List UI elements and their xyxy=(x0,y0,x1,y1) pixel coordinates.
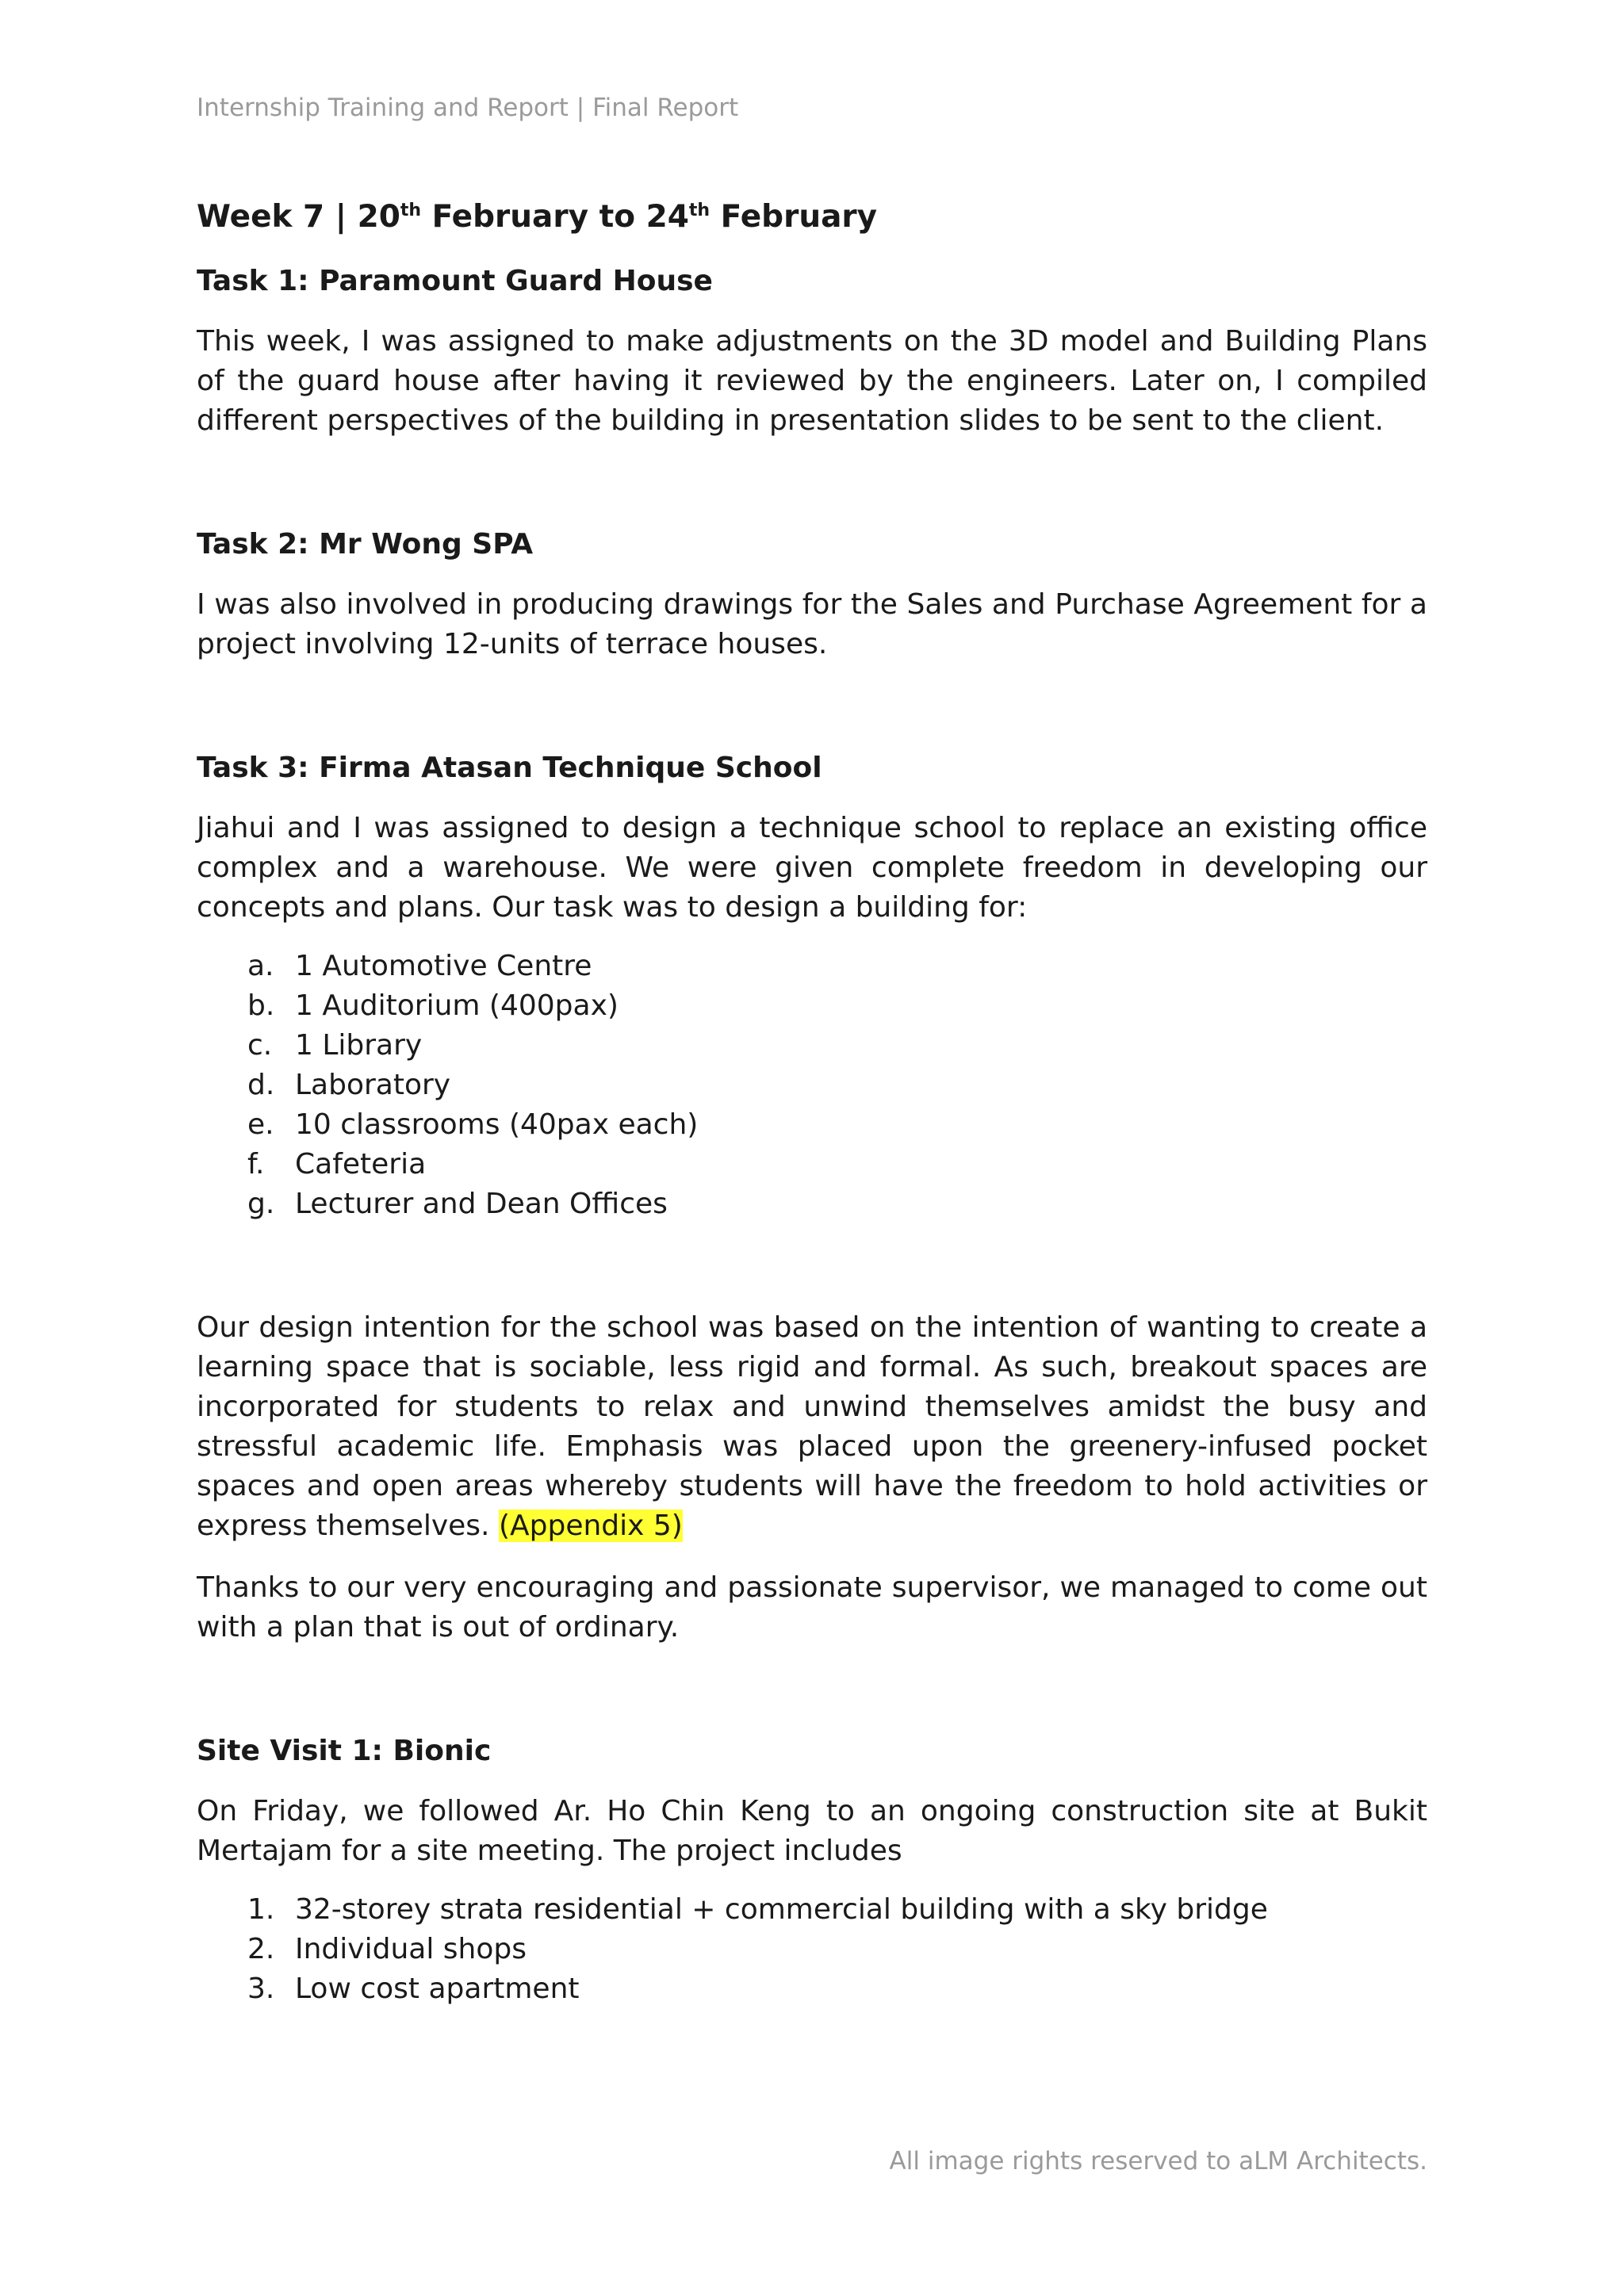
image-rights-footer: All image rights reserved to aLM Architects. xyxy=(889,2147,1427,2175)
site-visit-project-list xyxy=(197,1890,1427,2009)
list-item-text: Cafeteria xyxy=(295,1148,427,1181)
appendix-reference-highlight: (Appendix 5) xyxy=(498,1510,683,1542)
list-marker: d. xyxy=(247,1069,275,1101)
site-visit-title: Site Visit 1: Bionic xyxy=(197,1735,492,1767)
list-item-text: 1 Library xyxy=(295,1029,423,1062)
week-title-sup-2: th xyxy=(688,201,710,220)
week-title-sup-1: th xyxy=(400,201,422,220)
design-intention-text: Our design intention for the school was based on the intention of wanting to create a learning space that is sociable, less rigid and formal. As such, breakout spaces are incorporated for students to relax and unwind themselves amidst the busy and stressful academic life. Emphasis was placed upon the greenery-infused pocket spaces and open areas whereby students will have the freedom to hold activities or express themselves. xyxy=(197,1311,1427,1542)
list-item xyxy=(197,1026,1427,1066)
list-marker: b. xyxy=(247,989,275,1022)
list-item xyxy=(197,1930,1427,1969)
list-marker: 2. xyxy=(247,1933,275,1965)
list-marker: a. xyxy=(247,950,274,982)
task-3-title: Task 3: Firma Atasan Technique School xyxy=(197,752,822,784)
running-header: Internship Training and Report | Final Report xyxy=(197,94,739,122)
list-marker: c. xyxy=(247,1029,273,1062)
list-item-text: Individual shops xyxy=(295,1933,527,1965)
list-item xyxy=(197,1105,1427,1145)
list-item xyxy=(197,1890,1427,1930)
week-title-middle: February to 24 xyxy=(421,199,689,235)
task-1-title: Task 1: Paramount Guard House xyxy=(197,265,713,297)
week-title-suffix: February xyxy=(710,199,878,235)
site-visit-intro: On Friday, we followed Ar. Ho Chin Keng to an ongoing construction site at Bukit Mertajam for a site meeting. The project includes xyxy=(197,1795,1427,1867)
list-marker: g. xyxy=(247,1188,275,1220)
task-2-body: I was also involved in producing drawings for the Sales and Purchase Agreement for a project involving 12-units of terrace houses. xyxy=(197,588,1427,660)
task-3-intro: Jiahui and I was assigned to design a technique school to replace an existing office complex and a warehouse. We were given complete freedom in developing our concepts and plans. Our task was to design a building for: xyxy=(197,812,1427,924)
list-item-text: 1 Automotive Centre xyxy=(295,950,592,982)
list-item-text: Lecturer and Dean Offices xyxy=(295,1188,668,1220)
list-marker: e. xyxy=(247,1108,274,1141)
report-body xyxy=(197,195,1427,2009)
week-title xyxy=(197,195,1427,239)
week-title-prefix: Week 7 | 20 xyxy=(197,199,400,235)
task-2-title: Task 2: Mr Wong SPA xyxy=(197,528,534,561)
list-item-text: Laboratory xyxy=(295,1069,451,1101)
list-marker: 3. xyxy=(247,1973,275,2005)
task-1-body: This week, I was assigned to make adjustments on the 3D model and Building Plans of the guard house after having it reviewed by the engineers. Later on, I compiled different perspectives of the building in presentation slides to be sent to the client. xyxy=(197,325,1427,437)
list-item-text: 1 Auditorium (400pax) xyxy=(295,989,619,1022)
task-3-requirements-list xyxy=(197,947,1427,1224)
list-item-text: Low cost apartment xyxy=(295,1973,580,2005)
task-3-closing: Thanks to our very encouraging and passionate supervisor, we managed to come out with a plan that is out of ordinary. xyxy=(197,1571,1427,1644)
list-item xyxy=(197,1145,1427,1184)
list-item xyxy=(197,1184,1427,1224)
list-marker: f. xyxy=(247,1148,265,1181)
design-intention-paragraph xyxy=(197,1308,1427,1546)
list-item xyxy=(197,1066,1427,1105)
list-item xyxy=(197,1969,1427,2009)
list-item-text: 10 classrooms (40pax each) xyxy=(295,1108,699,1141)
list-item xyxy=(197,947,1427,986)
list-item-text: 32-storey strata residential + commercial building with a sky bridge xyxy=(295,1893,1268,1926)
list-marker: 1. xyxy=(247,1893,275,1926)
list-item xyxy=(197,986,1427,1026)
